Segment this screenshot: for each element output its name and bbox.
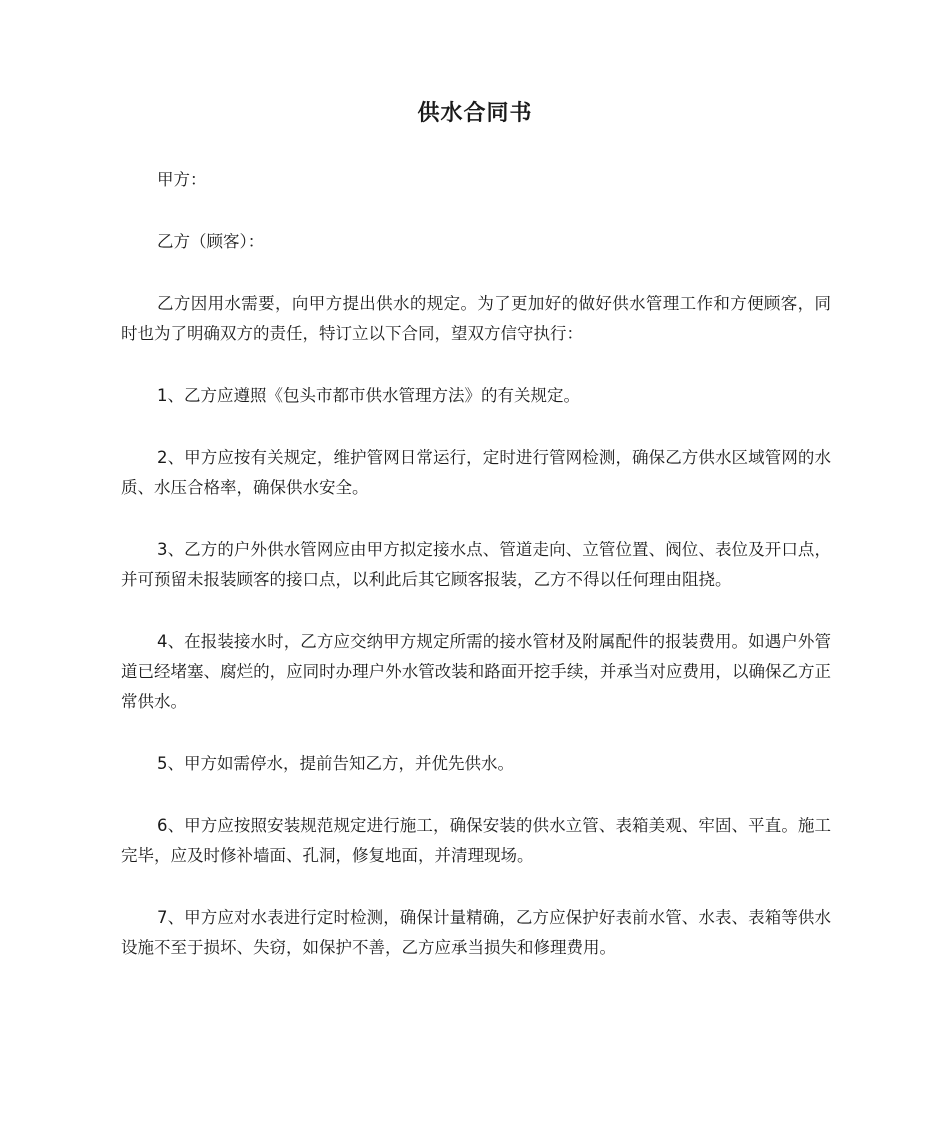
clause-3: 3、乙方的户外供水管网应由甲方拟定接水点、管道走向、立管位置、阀位、表位及开口点，并可预留未报装顾客的接口点，以利此后其它顾客报装，乙方不得以任何理由阻挠。 [121, 540, 831, 589]
clause-1: 1、乙方应遵照《包头市都市供水管理方法》的有关规定。 [157, 386, 580, 405]
clause-2: 2、甲方应按有关规定，维护管网日常运行，定时进行管网检测，确保乙方供水区域管网的水质、水压合格率，确保供水安全。 [121, 448, 831, 497]
party-a-line: 甲方： [157, 170, 207, 189]
clause-7: 7、甲方应对水表进行定时检测，确保计量精确，乙方应保护好表前水管、水表、表箱等供水设施不至于损坏、失窃，如保护不善，乙方应承当损失和修理费用。 [121, 908, 831, 957]
clause-6: 6、甲方应按照安装规范规定进行施工，确保安装的供水立管、表箱美观、牢固、平直。施工完毕，应及时修补墙面、孔洞，修复地面，并清理现场。 [121, 816, 831, 865]
intro-paragraph: 乙方因用水需要，向甲方提出供水的规定。为了更加好的做好供水管理工作和方便顾客，同时也为了明确双方的责任，特订立以下合同，望双方信守执行： [121, 294, 831, 343]
document-title: 供水合同书 [417, 101, 533, 126]
document-body [121, 165, 831, 995]
clause-5: 5、甲方如需停水，提前告知乙方，并优先供水。 [157, 754, 514, 773]
clause-4: 4、在报装接水时，乙方应交纳甲方规定所需的接水管材及附属配件的报装费用。如遇户外管道已经堵塞、腐烂的，应同时办理户外水管改装和路面开挖手续，并承当对应费用，以确保乙方正常供水。 [121, 632, 831, 711]
party-b-line: 乙方（顾客）： [157, 232, 265, 251]
